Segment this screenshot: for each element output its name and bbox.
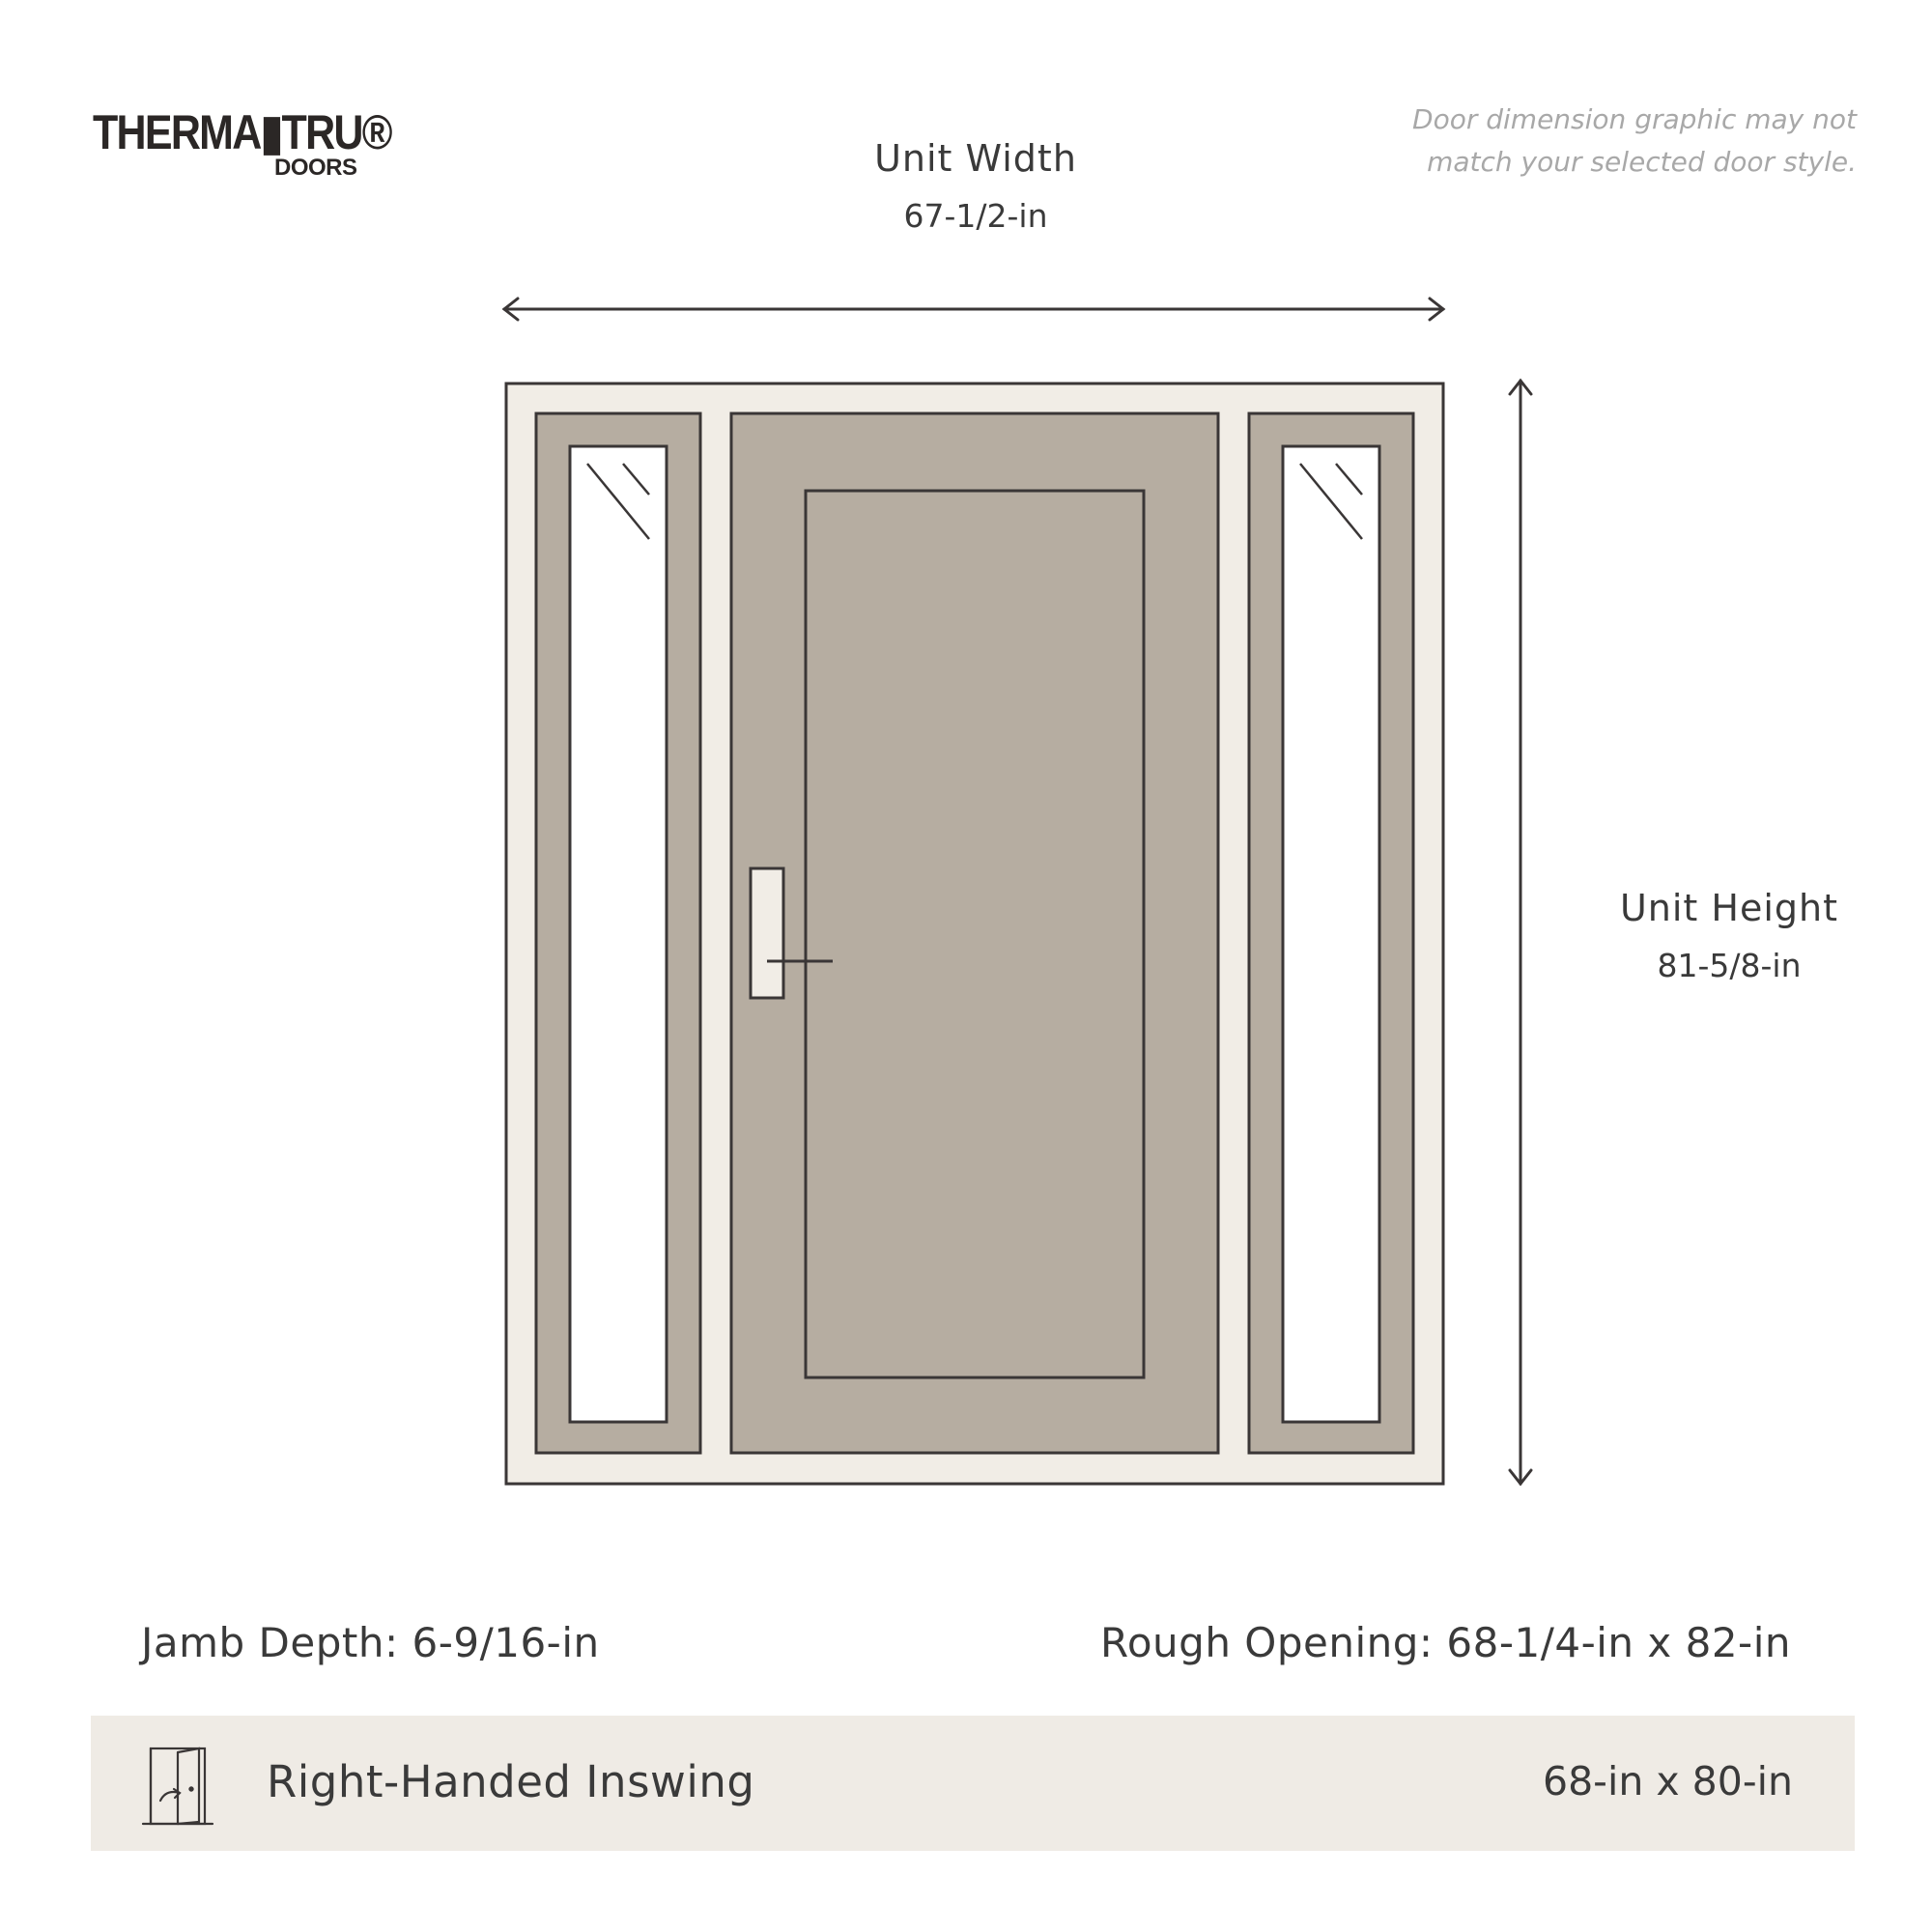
rough-opening-spec: Rough Opening: 68-1/4-in x 82-in [1100,1619,1791,1666]
unit-height-label: Unit Height [1619,887,1839,929]
unit-width-value: 67-1/2-in [903,197,1048,235]
disclaimer-line-2: match your selected door style. [1427,146,1857,178]
handing-band [91,1716,1855,1851]
width-arrow [504,298,1443,320]
height-arrow [1510,381,1531,1484]
disclaimer-line-1: Door dimension graphic may not [1412,103,1857,135]
unit-width-label: Unit Width [874,137,1077,180]
logo-wordmark: THERMA▮TRU® [93,105,391,159]
left-sidelite-glass [570,446,667,1422]
door-panel [806,491,1144,1378]
door-handle-plate [751,868,783,998]
jamb-depth-spec: Jamb Depth: 6-9/16-in [141,1619,600,1666]
handing-label: Right-Handed Inswing [267,1756,755,1807]
logo-subtext: DOORS [274,155,357,181]
unit-height-value: 81-5/8-in [1657,947,1802,984]
door-size: 68-in x 80-in [1542,1758,1793,1804]
door-inswing-icon [141,1743,214,1826]
right-sidelite-glass [1283,446,1379,1422]
